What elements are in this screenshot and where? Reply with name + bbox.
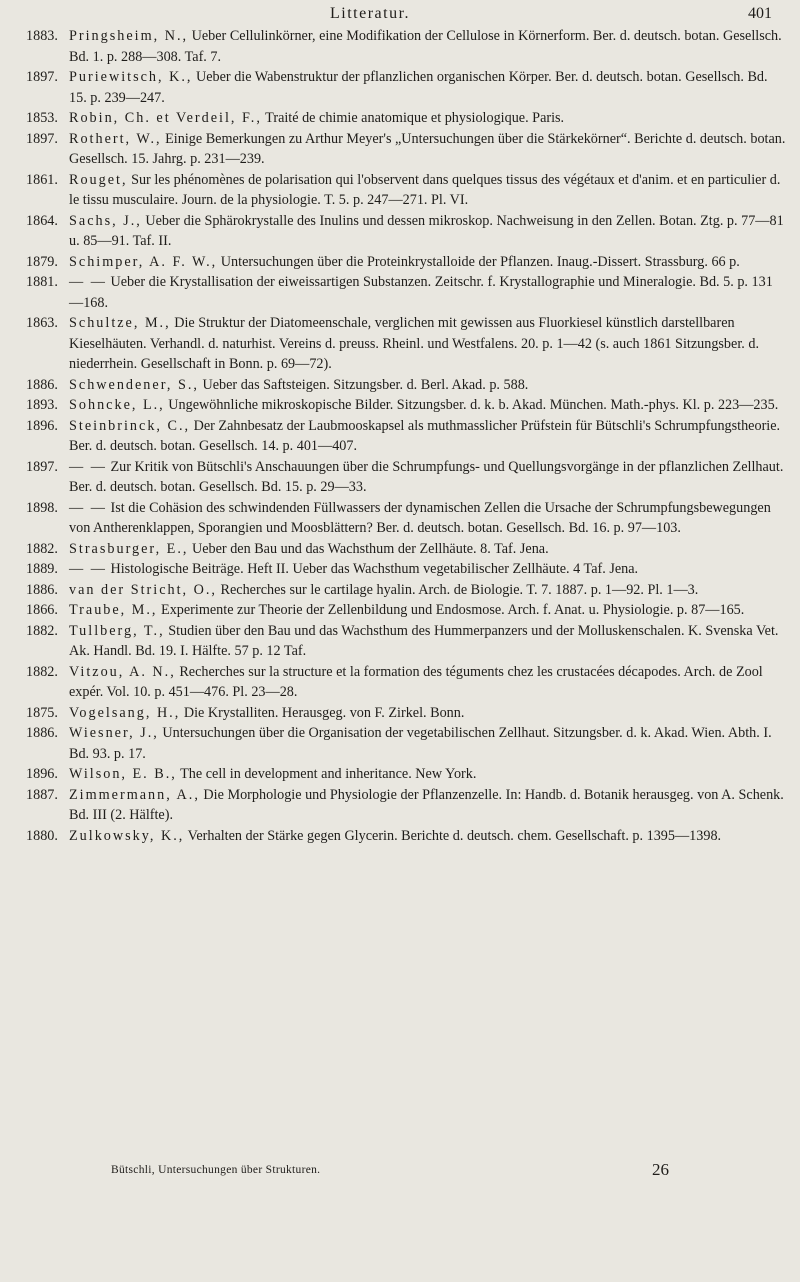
reference-year: 1880.	[26, 827, 58, 844]
reference-author: Zimmermann, A.,	[69, 786, 200, 803]
reference-text: Die Morphologie und Physiologie der Pflanzenzelle. In: Handb. d. Botanik herausgeg. von A. Schenk. Bd. III (2. Hälfte).	[69, 786, 784, 823]
reference-text: Der Zahnbesatz der Laubmooskapsel als muthmasslicher Prüfstein für Bütschli's Schrumpfungstheorie. Ber. d. deutsch. botan. Gesellsch. 14. p. 401—407.	[69, 417, 781, 454]
reference-year: 1897.	[26, 458, 58, 475]
reference-year: 1863.	[26, 315, 58, 331]
reference-author: Rouget,	[69, 171, 128, 188]
reference-text: Recherches sur le cartilage hyalin. Arch. de Biologie. T. 7. 1887. p. 1—92. Pl. 1—3.	[220, 581, 699, 598]
reference-year: 1861.	[26, 171, 58, 188]
reference-list	[26, 26, 786, 846]
reference-year: 1853.	[26, 110, 58, 126]
reference-entry	[26, 621, 786, 662]
reference-author: Puriewitsch, K.,	[69, 69, 193, 85]
reference-author: Zulkowsky, K.,	[69, 827, 185, 844]
reference-author: — —	[69, 274, 107, 290]
reference-entry	[26, 395, 786, 416]
running-head	[0, 5, 800, 25]
reference-entry	[26, 67, 786, 108]
reference-author: Steinbrinck, C.,	[69, 417, 191, 434]
reference-year: 1882.	[26, 663, 58, 680]
reference-author: Schimper, A. F. W.,	[69, 253, 218, 270]
reference-entry	[26, 313, 786, 375]
reference-entry	[26, 785, 786, 826]
reference-text: Verhalten der Stärke gegen Glycerin. Berichte d. deutsch. chem. Gesellschaft. p. 1395—1398.	[187, 827, 722, 844]
reference-text: The cell in development and inheritance. New York.	[180, 766, 477, 782]
reference-author: Vogelsang, H.,	[69, 704, 181, 721]
reference-author: — —	[69, 561, 107, 577]
reference-entry	[26, 580, 786, 601]
reference-text: Ungewöhnliche mikroskopische Bilder. Sitzungsber. d. k. b. Akad. München. Math.-phys. Kl. p. 223—235.	[168, 397, 779, 413]
reference-year: 1889.	[26, 561, 58, 577]
reference-entry	[26, 559, 786, 580]
reference-entry	[26, 170, 786, 211]
reference-entry	[26, 723, 786, 764]
reference-text: Ueber die Krystallisation der eiweissartigen Substanzen. Zeitschr. f. Krystallographie und Mineralogie. Bd. 5. p. 131—168.	[69, 274, 773, 311]
reference-entry	[26, 764, 786, 785]
reference-text: Histologische Beiträge. Heft II. Ueber das Wachsthum vegetabilischer Zellhäute. 4 Taf. Jena.	[110, 561, 639, 577]
reference-author: Sohncke, L.,	[69, 397, 165, 413]
footer-text: Bütschli, Untersuchungen über Strukturen.	[111, 1164, 321, 1176]
reference-text: Die Krystalliten. Herausgeg. von F. Zirkel. Bonn.	[183, 704, 465, 721]
reference-text: Untersuchungen über die Proteinkrystalloide der Pflanzen. Inaug.-Dissert. Strassburg. 66 p.	[220, 253, 740, 270]
reference-text: Ist die Cohäsion des schwindenden Füllwassers der dynamischen Zellen die Ursache der Schrumpfungsbewegungen von Antherenklappen, Sporangien und Moosblättern? Ber. d. deutsch. botan. Gesellsch. Bd. 16. p. 97—103.	[69, 499, 771, 536]
reference-text: Ueber den Bau und das Wachsthum der Zellhäute. 8. Taf. Jena.	[191, 540, 549, 557]
reference-author: Sachs, J.,	[69, 212, 142, 229]
reference-text: Ueber die Wabenstruktur der pflanzlichen organischen Körper. Ber. d. deutsch. botan. Gesellsch. Bd. 15. p. 239—247.	[69, 69, 768, 106]
reference-author: Traube, M.,	[69, 602, 158, 618]
reference-author: Pringsheim, N.,	[69, 28, 189, 44]
reference-year: 1896.	[26, 417, 58, 434]
reference-entry	[26, 539, 786, 560]
reference-author: Schwendener, S.,	[69, 376, 199, 393]
reference-year: 1886.	[26, 725, 58, 741]
printer-signature: 26	[652, 1160, 669, 1179]
reference-text: Zur Kritik von Bütschli's Anschauungen über die Schrumpfungs- und Quellungsvorgänge in der pflanzlichen Zellhaut. Ber. d. deutsch. botan. Gesellsch. Bd. 15. p. 29—33.	[69, 458, 784, 495]
reference-author: Vitzou, A. N.,	[69, 663, 176, 680]
reference-year: 1864.	[26, 212, 58, 229]
reference-entry	[26, 252, 786, 273]
reference-text: Experimente zur Theorie der Zellenbildung und Endosmose. Arch. f. Anat. u. Physiologie. p. 87—165.	[161, 602, 745, 618]
reference-text: Sur les phénomènes de polarisation qui l'observent dans quelques tissus des végétaux et d'anim. et en particulier d. le tissu musculaire. Journ. de la physiologie. T. 5. p. 247—271. Pl. VI.	[69, 171, 781, 208]
reference-author: — —	[69, 458, 107, 475]
reference-year: 1898.	[26, 499, 58, 516]
reference-author: — —	[69, 499, 107, 516]
reference-text: Ueber das Saftsteigen. Sitzungsber. d. Berl. Akad. p. 588.	[202, 376, 529, 393]
reference-entry	[26, 662, 786, 703]
reference-text: Die Struktur der Diatomeenschale, verglichen mit gewissen aus Fluorkiesel künstlich darstellbaren Kieselhäuten. Verhandl. d. naturhist. Vereins d. preuss. Rheinl. und Westfalens. 20. p. 1—42 (s. auch 1861 Sitzungsber. d. niederrhein. Gesellschaft in Bonn. p. 69—72).	[69, 315, 760, 372]
reference-year: 1896.	[26, 766, 58, 782]
reference-entry	[26, 416, 786, 457]
reference-author: Schultze, M.,	[69, 315, 171, 331]
reference-year: 1875.	[26, 704, 58, 721]
reference-year: 1897.	[26, 130, 58, 147]
reference-year: 1883.	[26, 28, 58, 44]
reference-year: 1881.	[26, 274, 58, 290]
reference-year: 1886.	[26, 376, 58, 393]
reference-year: 1866.	[26, 602, 58, 618]
reference-text: Studien über den Bau und das Wachsthum des Hummerpanzers und der Molluskenschalen. K. Svenska Vet. Ak. Handl. Bd. 19. I. Hälfte. 57 p. 12 Taf.	[69, 622, 779, 659]
reference-entry	[26, 498, 786, 539]
reference-year: 1897.	[26, 69, 58, 85]
reference-year: 1886.	[26, 581, 58, 598]
reference-year: 1882.	[26, 622, 58, 639]
reference-text: Einige Bemerkungen zu Arthur Meyer's „Untersuchungen über die Stärkekörner“. Berichte d. deutsch. botan. Gesellsch. 15. Jahrg. p. 231—239.	[69, 130, 786, 167]
reference-entry	[26, 375, 786, 396]
reference-author: Wilson, E. B.,	[69, 766, 177, 782]
reference-text: Traité de chimie anatomique et physiologique. Paris.	[265, 110, 565, 126]
reference-author: Tullberg, T.,	[69, 622, 165, 639]
reference-author: Strasburger, E.,	[69, 540, 189, 557]
reference-text: Ueber die Sphärokrystalle des Inulins und dessen mikroskop. Nachweisung in den Zellen. Botan. Ztg. p. 77—81 u. 85—91. Taf. II.	[69, 212, 784, 249]
reference-author: Rothert, W.,	[69, 130, 162, 147]
reference-entry	[26, 26, 786, 67]
reference-text: Recherches sur la structure et la formation des téguments chez les crustacées décapodes. Arch. de Zool expér. Vol. 10. p. 451—476. Pl. 23—28.	[69, 663, 763, 700]
reference-text: Ueber Cellulinkörner, eine Modifikation der Cellulose in Körnerform. Ber. d. deutsch. botan. Gesellsch. Bd. 1. p. 288—308. Taf. 7.	[69, 28, 782, 65]
reference-entry	[26, 600, 786, 621]
reference-author: van der Stricht, O.,	[69, 581, 217, 598]
reference-entry	[26, 272, 786, 313]
reference-entry	[26, 703, 786, 724]
reference-author: Wiesner, J.,	[69, 725, 159, 741]
reference-author: Robin, Ch. et Verdeil, F.,	[69, 110, 262, 126]
reference-entry	[26, 826, 786, 847]
reference-entry	[26, 108, 786, 129]
reference-entry	[26, 211, 786, 252]
reference-year: 1879.	[26, 253, 58, 270]
reference-text: Untersuchungen über die Organisation der vegetabilischen Zellhaut. Sitzungsber. d. k. Akad. Wien. Abth. I. Bd. 93. p. 17.	[69, 725, 772, 762]
reference-entry	[26, 129, 786, 170]
page-number: 401	[748, 5, 772, 22]
reference-year: 1893.	[26, 397, 58, 413]
running-title: Litteratur.	[330, 5, 411, 22]
reference-entry	[26, 457, 786, 498]
reference-year: 1887.	[26, 786, 58, 803]
reference-year: 1882.	[26, 540, 58, 557]
page-footer	[0, 1160, 800, 1184]
